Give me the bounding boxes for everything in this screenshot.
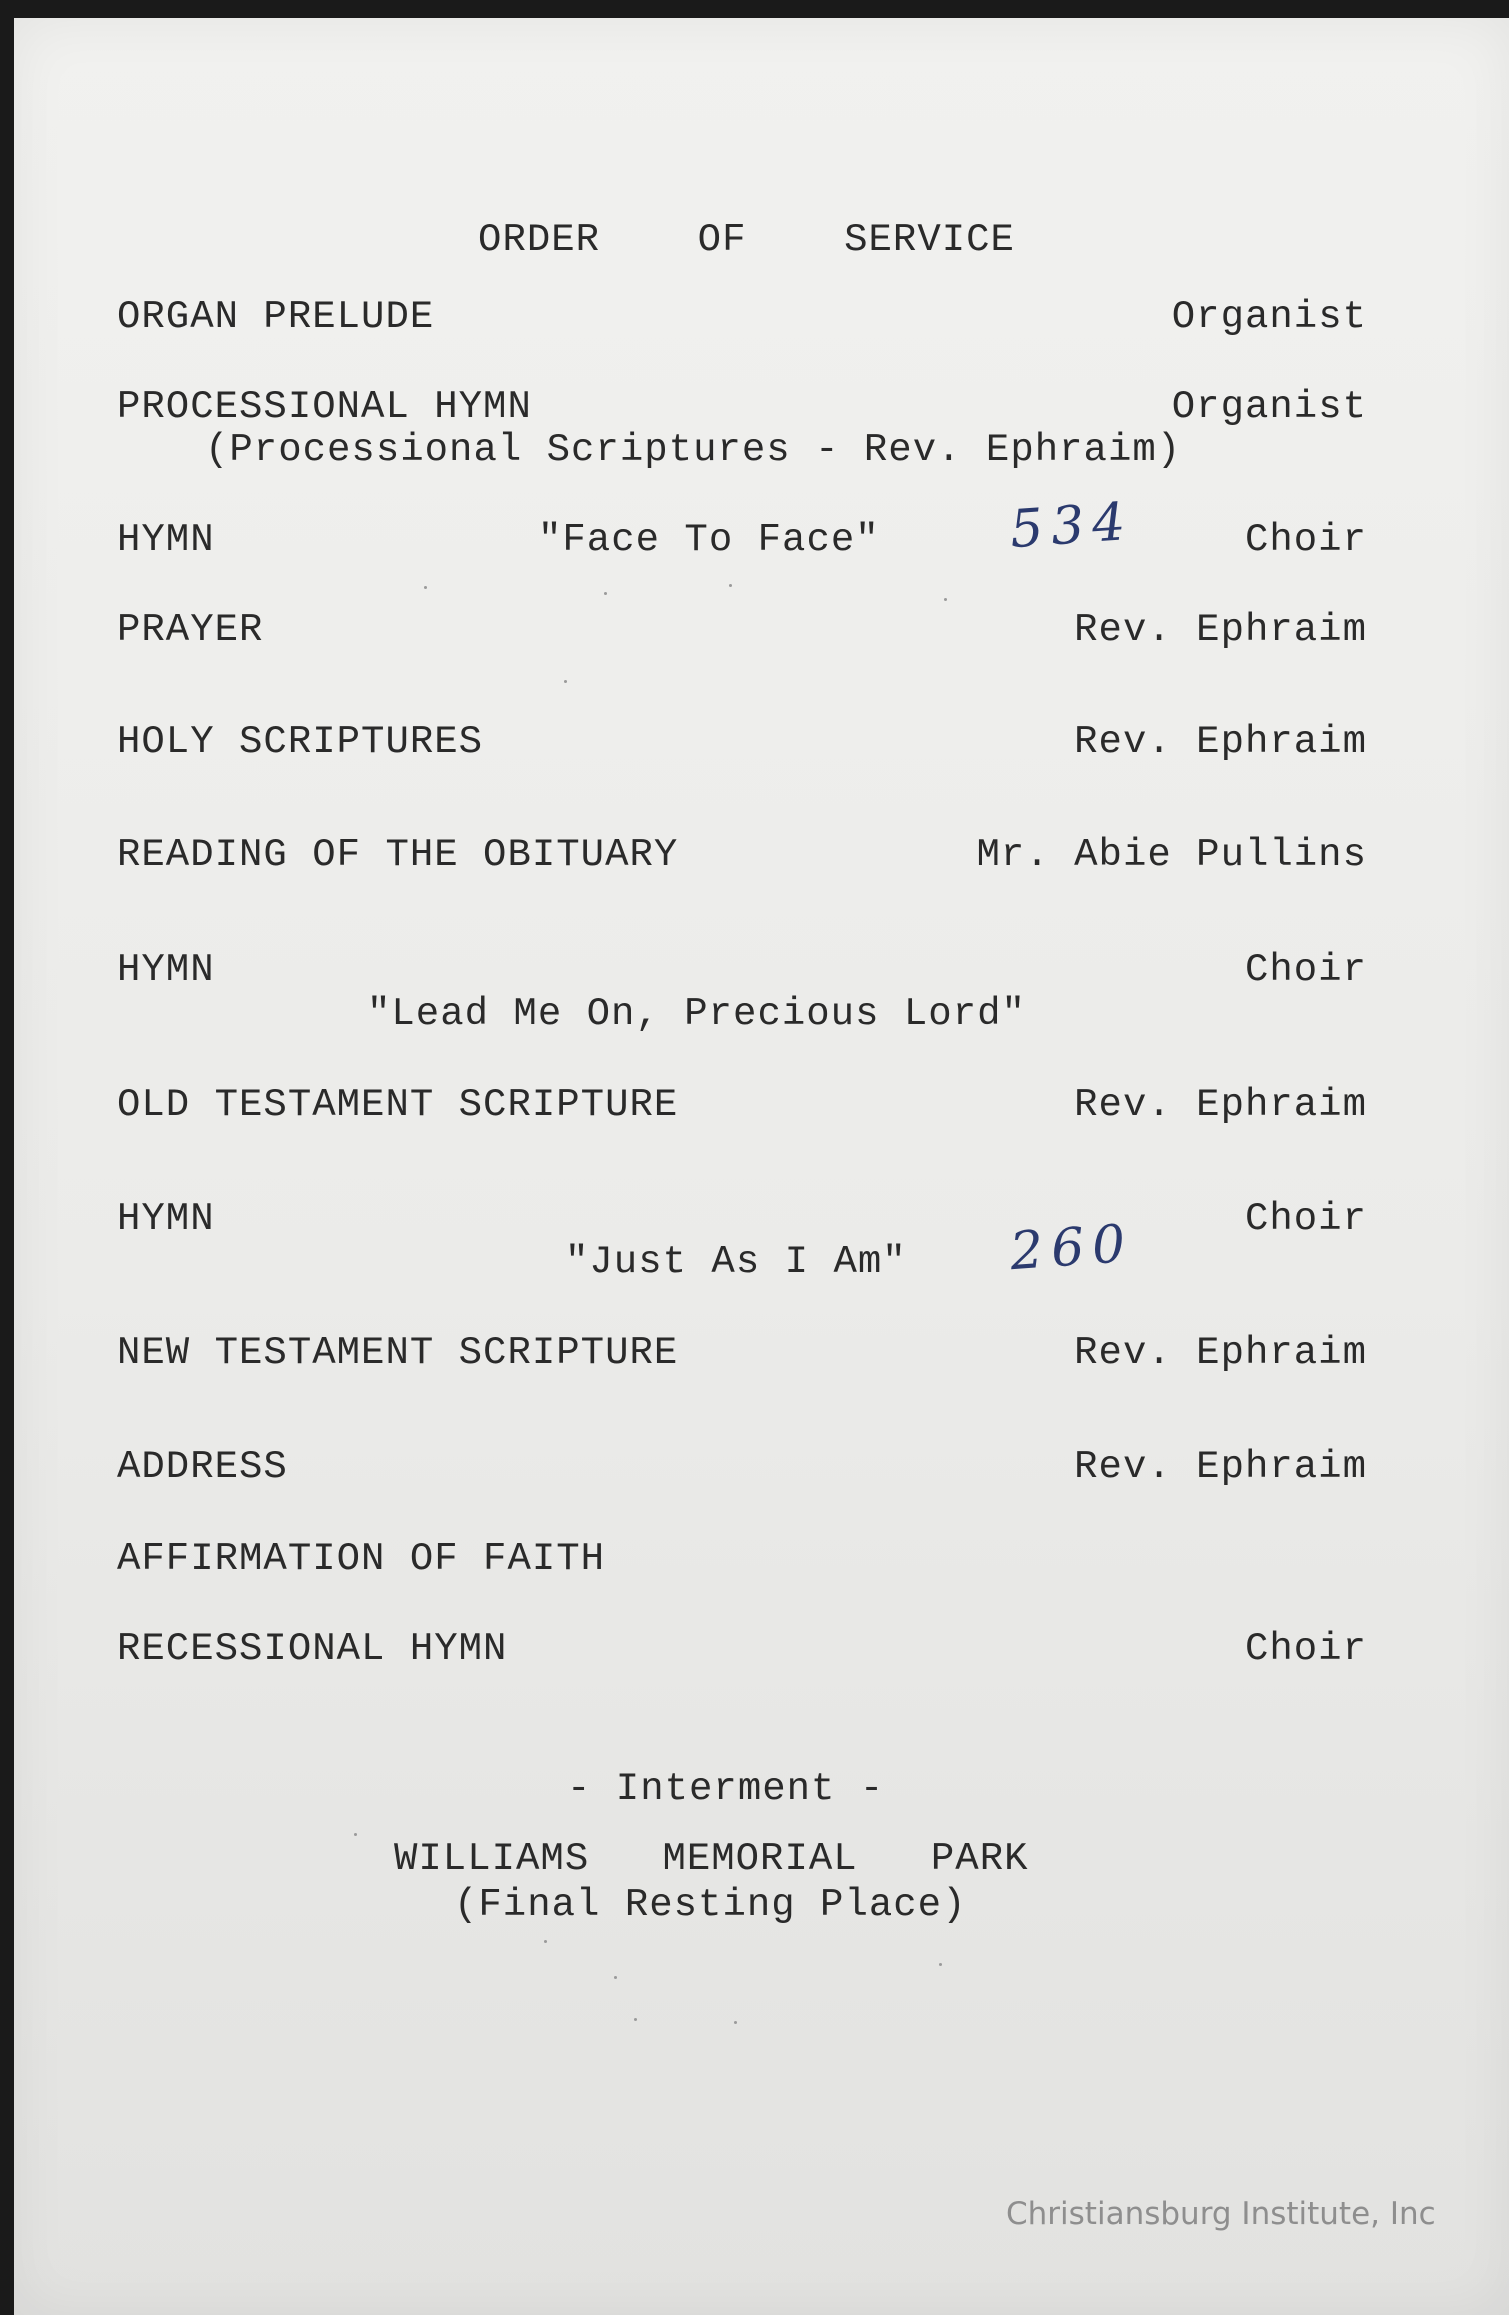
item-prayer: PRAYER [117, 608, 264, 652]
song-just-as-i-am: "Just As I Am" [565, 1240, 907, 1284]
by-hymn-2: Choir [1244, 948, 1367, 992]
by-hymn-1: Choir [1244, 518, 1367, 562]
by-prayer: Rev. Ephraim [1074, 608, 1367, 652]
program-page [14, 18, 1509, 2315]
interment-place: WILLIAMS MEMORIAL PARK [394, 1837, 1029, 1881]
title-block [14, 218, 1479, 262]
item-organ-prelude: ORGAN PRELUDE [117, 295, 435, 339]
processional-note: (Processional Scriptures - Rev. Ephraim) [205, 428, 1182, 472]
by-holy-scriptures: Rev. Ephraim [1074, 720, 1367, 764]
toner-speck [614, 1976, 617, 1979]
toner-speck [734, 2021, 737, 2024]
by-hymn-3: Choir [1244, 1197, 1367, 1241]
item-processional-hymn: PROCESSIONAL HYMN [117, 385, 532, 429]
item-old-testament: OLD TESTAMENT SCRIPTURE [117, 1083, 679, 1127]
item-recessional-hymn: RECESSIONAL HYMN [117, 1627, 508, 1671]
hymn-number-260: 260 [1008, 1213, 1136, 1283]
toner-speck [729, 584, 732, 587]
by-address: Rev. Ephraim [1074, 1445, 1367, 1489]
toner-speck [544, 1940, 547, 1943]
by-new-testament: Rev. Ephraim [1074, 1331, 1367, 1375]
song-lead-me-on: "Lead Me On, Precious Lord" [367, 992, 1026, 1036]
interment-heading: - Interment - [567, 1767, 885, 1811]
page-title: ORDER OF SERVICE [478, 218, 1015, 262]
interment-subtitle: (Final Resting Place) [454, 1883, 967, 1927]
by-organ-prelude: Organist [1171, 295, 1367, 339]
item-affirmation: AFFIRMATION OF FAITH [117, 1537, 606, 1581]
toner-speck [939, 1963, 942, 1966]
by-old-testament: Rev. Ephraim [1074, 1083, 1367, 1127]
by-obituary: Mr. Abie Pullins [976, 833, 1367, 877]
item-hymn-2: HYMN [117, 948, 215, 992]
by-recessional-hymn: Choir [1244, 1627, 1367, 1671]
by-processional-hymn: Organist [1171, 385, 1367, 429]
toner-speck [604, 592, 607, 595]
toner-speck [564, 680, 567, 683]
item-obituary: READING OF THE OBITUARY [117, 833, 679, 877]
watermark-text: Christiansburg Institute, Inc [1006, 2196, 1436, 2232]
toner-speck [944, 598, 947, 601]
song-face-to-face: "Face To Face" [538, 518, 880, 562]
item-address: ADDRESS [117, 1445, 288, 1489]
item-holy-scriptures: HOLY SCRIPTURES [117, 720, 484, 764]
item-hymn-3: HYMN [117, 1197, 215, 1241]
toner-speck [354, 1833, 357, 1836]
toner-speck [424, 586, 427, 589]
item-new-testament: NEW TESTAMENT SCRIPTURE [117, 1331, 679, 1375]
toner-speck [634, 2018, 637, 2021]
item-hymn-1: HYMN [117, 518, 215, 562]
hymn-number-534: 534 [1008, 491, 1136, 561]
